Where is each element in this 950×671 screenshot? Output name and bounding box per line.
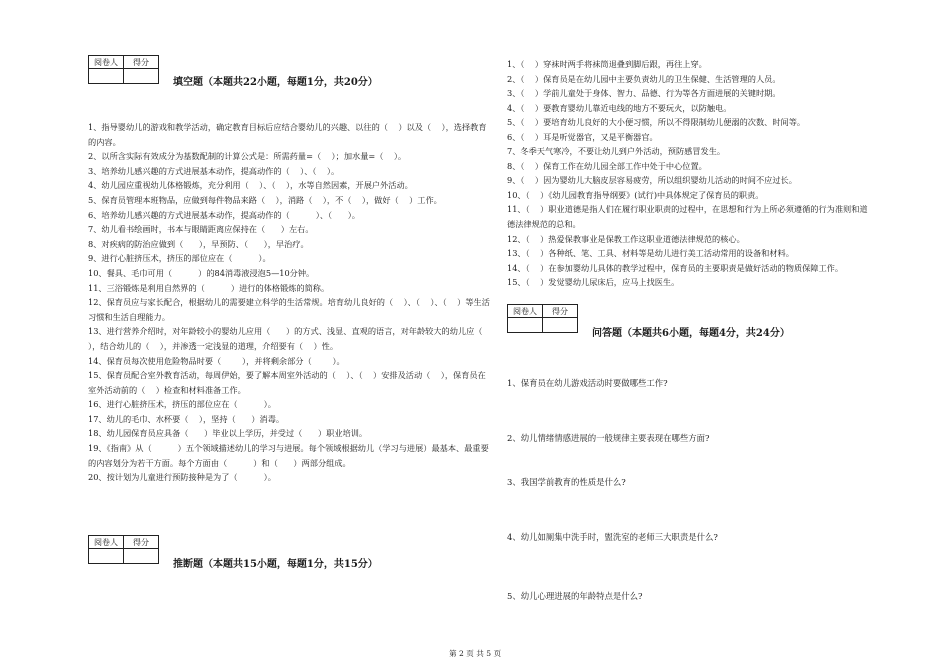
fill-question: 8、对疾病的防治应做到（ ），早预防、（ ），早治疗。 bbox=[88, 238, 309, 249]
essay-section-header bbox=[507, 304, 790, 339]
fill-question: 19、《指南》从（ ）五个领域描述幼儿的学习与进展。每个领域根据幼儿（学习与进展）最基本、最重要的内容划分为若干方面。每个方面由（ ）和（ ）两部分组成。 bbox=[88, 443, 489, 468]
tf-question: 14、（ ）在参加婴幼儿具体的教学过程中，保育员的主要职责是做好活动的物质保障工作。 bbox=[507, 262, 844, 273]
fill-question: 17、幼儿的毛巾、水杯要（ ），坚持（ ）消毒。 bbox=[88, 413, 285, 424]
reviewer-label: 阅卷人 bbox=[89, 536, 124, 549]
reviewer-label: 阅卷人 bbox=[89, 56, 124, 69]
score-label: 得分 bbox=[124, 56, 159, 69]
right-column bbox=[507, 55, 869, 601]
essay-question: 2、幼儿情绪情感进展的一般规律主要表现在哪些方面? bbox=[507, 433, 710, 443]
tf-question: 11、（ ）职业道德是指人们在履行职业职责的过程中，在思想和行为上所必须遵循的行为准则和道德法律规范的总和。 bbox=[507, 204, 868, 230]
fill-question-list bbox=[88, 120, 493, 485]
fill-question: 10、餐具、毛巾可用（ ）的84消毒液浸泡5—10分钟。 bbox=[88, 267, 315, 278]
essay-question: 5、幼儿心理进展的年龄特点是什么? bbox=[507, 591, 643, 601]
tf-section-title: 推断题（本题共15小题，每题1分，共15分） bbox=[173, 559, 378, 570]
fill-question: 15、保育员配合室外教育活动，每周伊始，要了解本周室外活动的（ ）、（ ）安排及活动（ ），保育员在室外活动前的（ ）检查和材料准备工作。 bbox=[88, 370, 486, 395]
fill-question: 5、保育员管理本班物品，应做到每件物品来路（ ），消路（ ），不（ ），做好（ ）工作。 bbox=[88, 194, 442, 205]
tf-question: 10、（ ）《幼儿园教育指导纲要》(试行)中具体规定了保育员的职责。 bbox=[507, 189, 764, 200]
fill-question: 7、幼儿看书绘画时，书本与眼睛距离应保持在（ ）左右。 bbox=[88, 224, 314, 235]
fill-question: 20、按计划为儿童进行预防接种是为了（ ）。 bbox=[88, 472, 276, 483]
essay-question: 4、幼儿如厕集中洗手时，盥洗室的老师三大职责是什么? bbox=[507, 532, 718, 542]
reviewer-cell[interactable] bbox=[508, 318, 543, 333]
score-label: 得分 bbox=[124, 536, 159, 549]
tf-question: 8、（ ）保育工作在幼儿园全部工作中处于中心位置。 bbox=[507, 160, 707, 171]
tf-section-header bbox=[88, 535, 378, 570]
score-cell[interactable] bbox=[124, 549, 159, 564]
fill-question: 2、以所含实际有效成分为基数配制的计算公式是：所需药量=（ ）；加水量=（ ）。 bbox=[88, 151, 407, 162]
fill-question: 3、培养幼儿感兴趣的方式进展基本动作，提高动作的（ ）、（ ）。 bbox=[88, 165, 340, 176]
tf-question: 15、（ ）发觉婴幼儿尿床后，应马上找医生。 bbox=[507, 277, 680, 288]
score-cell[interactable] bbox=[543, 318, 578, 333]
tf-question: 12、（ ）热爱保教事业是保教工作这职业道德法律规范的核心。 bbox=[507, 233, 745, 244]
score-box bbox=[88, 55, 159, 84]
fill-question: 18、幼儿园保育员应具备（ ）毕业以上学历，并受过（ ）职业培训。 bbox=[88, 428, 368, 439]
tf-question: 3、（ ）学前儿童处于身体、智力、品德、行为等各方面进展的关键时期。 bbox=[507, 88, 781, 99]
score-box bbox=[88, 535, 159, 564]
fill-question: 6、培养幼儿感兴趣的方式进展基本动作，提高动作的（ ）、（ ）。 bbox=[88, 209, 360, 220]
essay-section-title: 问答题（本题共6小题，每题4分，共24分） bbox=[592, 328, 790, 339]
score-box bbox=[507, 304, 578, 333]
fill-question: 12、保育员应与家长配合，根据幼儿的需要建立科学的生活常规。培育幼儿良好的（ ）、（ ）、（ ）等生活习惯和生活自理能力。 bbox=[88, 297, 490, 322]
score-label: 得分 bbox=[543, 305, 578, 318]
fill-question: 13、进行营养介绍时，对年龄较小的婴幼儿应用（ ）的方式、浅显、直观的语言，对年龄较大的幼儿应（ ），结合幼儿的（ ），并渗透一定浅显的道理，介绍要有（ ）性。 bbox=[88, 326, 493, 351]
tf-question: 6、（ ）耳是听觉器官，又是平衡器官。 bbox=[507, 131, 658, 142]
reviewer-cell[interactable] bbox=[89, 549, 124, 564]
fill-question: 11、三浴锻炼是利用自然界的（ ）进行的体格锻炼的简称。 bbox=[88, 282, 330, 293]
tf-question: 2、（ ）保育员是在幼儿园中主要负责幼儿的卫生保健、生活管理的人员。 bbox=[507, 73, 781, 84]
left-column bbox=[88, 55, 493, 570]
fill-question: 9、进行心脏挤压术，挤压的部位应在（ ）。 bbox=[88, 253, 271, 264]
score-cell[interactable] bbox=[124, 69, 159, 84]
reviewer-cell[interactable] bbox=[89, 69, 124, 84]
fill-section-title: 填空题（本题共22小题，每题1分，共20分） bbox=[173, 77, 378, 88]
fill-section-header bbox=[88, 55, 493, 88]
fill-question: 4、幼儿园应重视幼儿体格锻炼，充分利用（ ）、（ ），水等自然因素，开展户外活动。 bbox=[88, 180, 413, 191]
fill-question: 16、进行心脏挤压术，挤压的部位应在（ ）。 bbox=[88, 399, 276, 410]
tf-question: 7、冬季天气寒冷，不要让幼儿到户外活动，预防感冒发生。 bbox=[507, 146, 726, 157]
tf-question: 9、（ ）因为婴幼儿大脑皮层容易疲劳，所以组织婴幼儿活动的时间不应过长。 bbox=[507, 175, 797, 186]
tf-question: 5、（ ）要培育幼儿良好的大小便习惯，所以不得限制幼儿便溺的次数、时间等。 bbox=[507, 117, 806, 128]
fill-question: 1、指导婴幼儿的游戏和教学活动，确定教育目标后应结合婴幼儿的兴趣、以往的（ ）以及（ ），选择教育的内容。 bbox=[88, 122, 487, 147]
essay-question: 1、保育员在幼儿游戏活动时要做哪些工作? bbox=[507, 378, 668, 388]
tf-question: 4、（ ）要教育婴幼儿靠近电线的地方不要玩火，以防触电。 bbox=[507, 102, 732, 113]
tf-question: 1、（ ）穿袜时两手将袜筒退叠到脚后跟，再往上穿。 bbox=[507, 59, 707, 69]
page-footer: 第 2 页 共 5 页 bbox=[448, 649, 502, 658]
fill-question: 14、保育员每次使用危险物品时要（ ），并将剩余部分（ ）。 bbox=[88, 355, 345, 366]
essay-question: 3、我国学前教育的性质是什么? bbox=[507, 477, 626, 487]
reviewer-label: 阅卷人 bbox=[508, 305, 543, 318]
tf-question-list bbox=[507, 57, 869, 290]
tf-question: 13、（ ）各种纸、笔、工具、材料等是幼儿进行美工活动常用的设备和材料。 bbox=[507, 248, 794, 259]
